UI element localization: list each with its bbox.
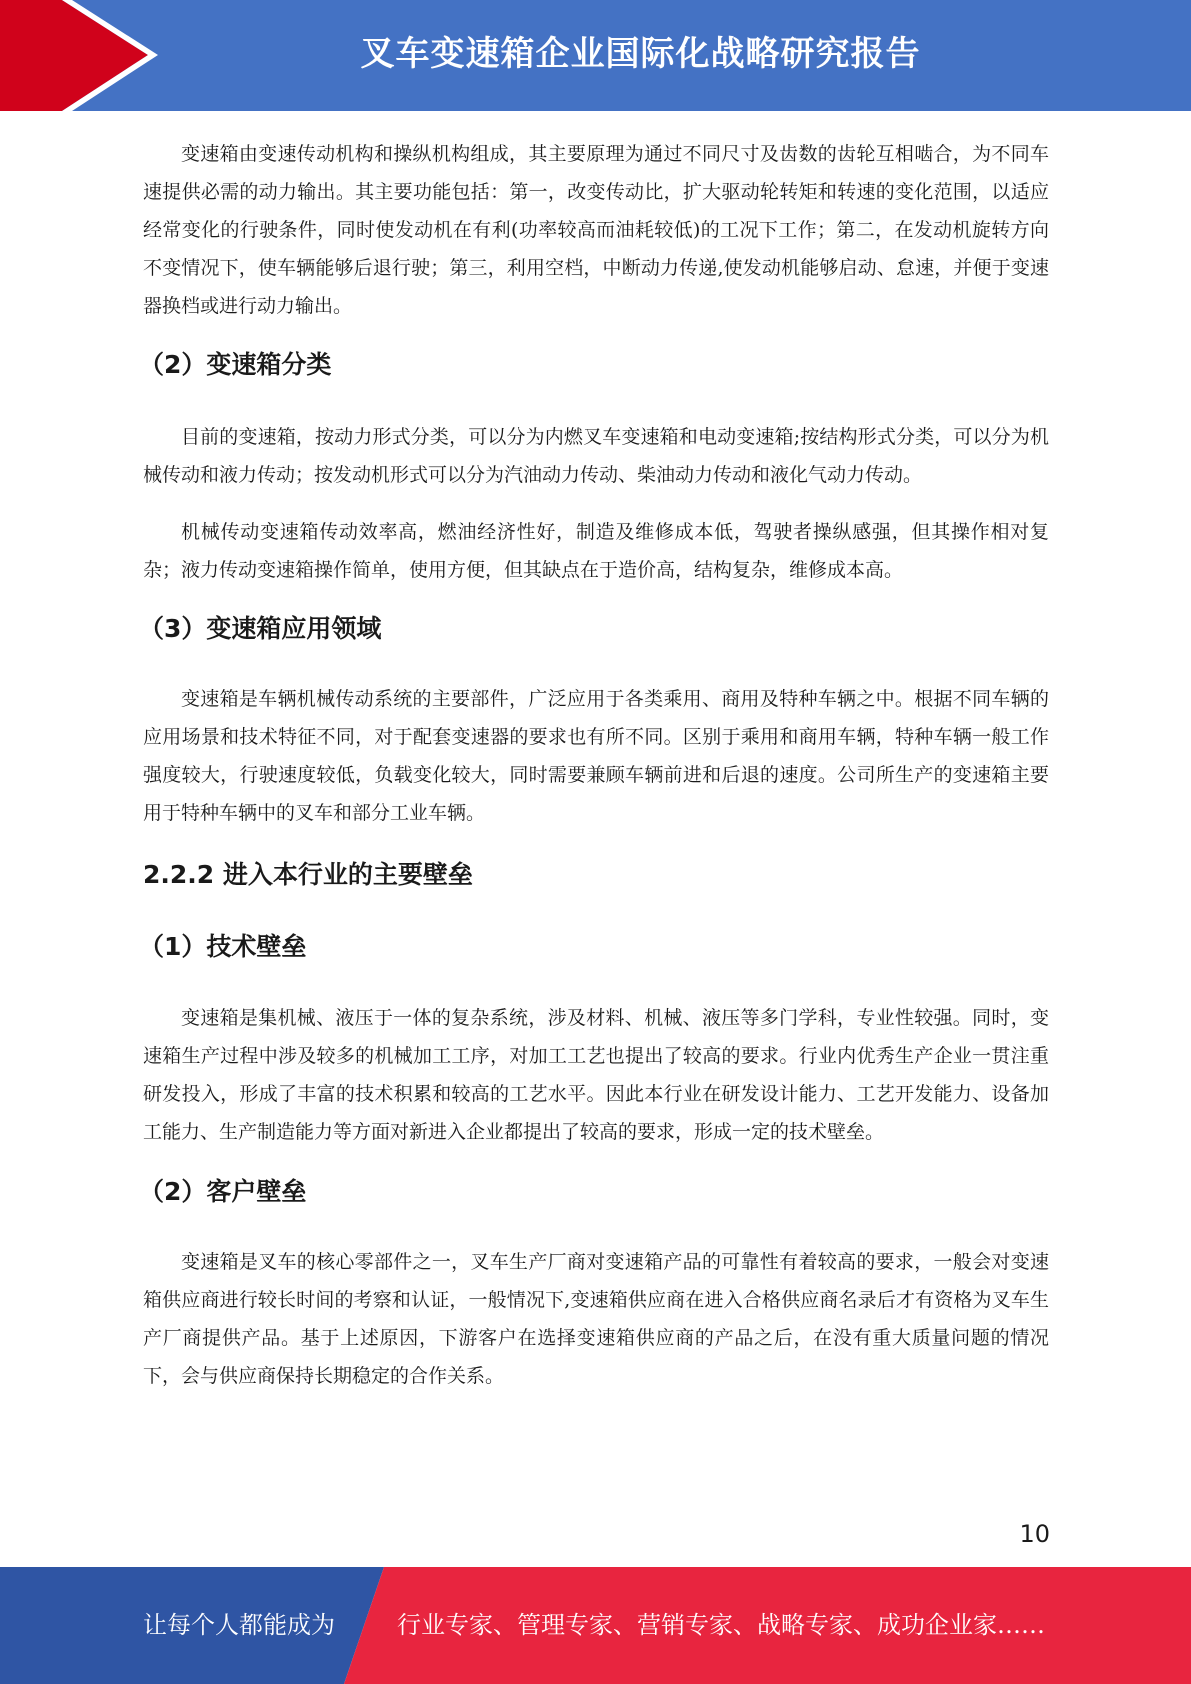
page-content [139, 135, 1049, 1395]
header-arrow-decoration [0, 0, 160, 111]
paragraph-classification: 目前的变速箱，按动力形式分类，可以分为内燃叉车变速箱和电动变速箱;按结构形式分类，可以分为机械传动和液力传动；按发动机形式可以分为汽油动力传动、柴油动力传动和液化气动力传动。 [143, 426, 1049, 486]
paragraph-technical-barrier: 变速箱是集机械、液压于一体的复杂系统，涉及材料、机械、液压等多门学科，专业性较强。同时，变速箱生产过程中涉及较多的机械加工工序，对加工工艺也提出了较高的要求。行业内优秀生产企业一贯注重研发投入，形成了丰富的技术积累和较高的工艺水平。因此本行业在研发设计能力、工艺开发能力、设备加工能力、生产制造能力等方面对新进入企业都提出了较高的要求，形成一定的技术壁垒。 [143, 1007, 1049, 1143]
paragraph-customer-barrier: 变速箱是叉车的核心零部件之一，叉车生产厂商对变速箱产品的可靠性有着较高的要求，一般会对变速箱供应商进行较长时间的考察和认证，一般情况下,变速箱供应商在进入合格供应商名录后才有资格为叉车生产厂商提供产品。基于上述原因，下游客户在选择变速箱供应商的产品之后，在没有重大质量问题的情况下，会与供应商保持长期稳定的合作关系。 [143, 1251, 1049, 1387]
heading-industry-barriers: 2.2.2 进入本行业的主要壁垒 [143, 860, 473, 889]
page-number: 10 [1019, 1520, 1050, 1548]
paragraph-transmission-comparison: 机械传动变速箱传动效率高，燃油经济性好，制造及维修成本低，驾驶者操纵感强，但其操作相对复杂；液力传动变速箱操作简单，使用方便，但其缺点在于造价高，结构复杂，维修成本高。 [143, 521, 1049, 581]
heading-technical-barrier: （1）技术壁垒 [139, 932, 307, 961]
paragraph-application: 变速箱是车辆机械传动系统的主要部件，广泛应用于各类乘用、商用及特种车辆之中。根据不同车辆的应用场景和技术特征不同，对于配套变速器的要求也有所不同。区别于乘用和商用车辆，特种车辆一般工作强度较大，行驶速度较低，负载变化较大，同时需要兼顾车辆前进和后退的速度。公司所生产的变速箱主要用于特种车辆中的叉车和部分工业车辆。 [143, 688, 1049, 824]
page-header [0, 0, 1191, 111]
heading-gearbox-application: （3）变速箱应用领域 [139, 614, 382, 643]
footer-slogan-left: 让每个人都能成为 [143, 1611, 335, 1639]
heading-gearbox-classification: （2）变速箱分类 [139, 350, 332, 379]
heading-customer-barrier: （2）客户壁垒 [139, 1177, 307, 1206]
page-footer [0, 1567, 1191, 1684]
paragraph-gearbox-principle: 变速箱由变速传动机构和操纵机构组成，其主要原理为通过不同尺寸及齿数的齿轮互相啮合，为不同车速提供必需的动力输出。其主要功能包括：第一，改变传动比，扩大驱动轮转矩和转速的变化范围，以适应经常变化的行驶条件，同时使发动机在有利(功率较高而油耗较低)的工况下工作；第二，在发动机旋转方向不变情况下，使车辆能够后退行驶；第三，利用空档，中断动力传递,使发动机能够启动、怠速，并便于变速器换档或进行动力输出。 [143, 143, 1049, 317]
footer-slogan-right: 行业专家、管理专家、营销专家、战略专家、成功企业家…… [397, 1611, 1045, 1639]
report-title: 叉车变速箱企业国际化战略研究报告 [360, 34, 921, 74]
